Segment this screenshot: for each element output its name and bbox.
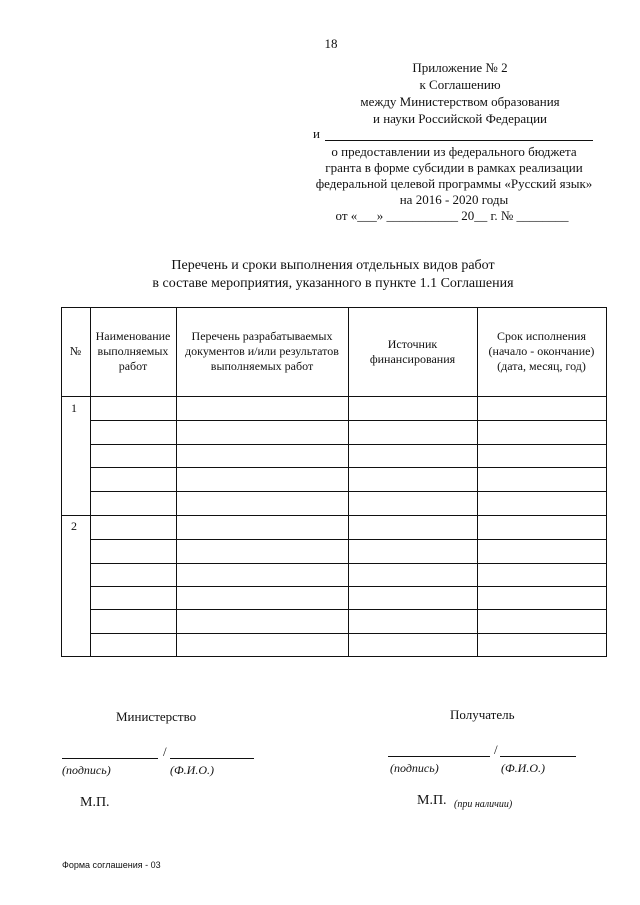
appendix-line: к Соглашению xyxy=(419,77,501,92)
recipient-blank-line xyxy=(325,140,593,141)
page-number: 18 xyxy=(324,36,338,51)
header-funding-source: Источник финансирования xyxy=(369,336,456,366)
appendix-line: федеральной целевой программы «Русский язык» xyxy=(315,176,593,191)
appendix-line: на 2016 - 2020 годы xyxy=(399,192,509,207)
header-deadline: Срок исполнения (начало - окончание) (дата, месяц, год) xyxy=(488,329,595,373)
recipient-label: Получатель xyxy=(450,707,515,722)
ministry-label: Министерство xyxy=(116,709,197,724)
slash: / xyxy=(163,744,167,759)
recipient-signature-line xyxy=(388,756,490,757)
header-documents: Перечень разрабатываемых документов и/или результатов выполняемых работ xyxy=(185,329,339,373)
row-number: 2 xyxy=(71,519,77,533)
appendix-line: гранта в форме субсидии в рамках реализации xyxy=(325,160,583,175)
recipient-stamp-label: М.П. xyxy=(417,793,447,808)
appendix-title: Приложение № 2 xyxy=(412,60,508,75)
appendix-date-line: от «___» ___________ 20__ г. № ________ xyxy=(335,208,569,223)
document-subtitle: в составе мероприятия, указанного в пункте 1.1 Соглашения xyxy=(152,276,514,291)
ministry-signature-line xyxy=(62,758,158,759)
recipient-fio-caption: (Ф.И.О.) xyxy=(501,761,545,775)
works-table xyxy=(61,307,607,657)
row-number: 1 xyxy=(71,401,77,415)
ministry-stamp-label: М.П. xyxy=(80,795,110,810)
recipient-fio-line xyxy=(500,756,576,757)
appendix-line: и науки Российской Федерации xyxy=(372,111,548,126)
appendix-and: и xyxy=(313,126,320,141)
form-footer: Форма соглашения - 03 xyxy=(62,860,161,870)
ministry-fio-line xyxy=(170,758,254,759)
document-title: Перечень и сроки выполнения отдельных видов работ xyxy=(171,258,495,273)
appendix-line: о предоставлении из федерального бюджета xyxy=(331,144,577,159)
slash: / xyxy=(494,742,498,757)
header-work-name: Наименование выполняемых работ xyxy=(95,329,171,373)
recipient-sign-caption: (подпись) xyxy=(390,761,439,775)
ministry-sign-caption: (подпись) xyxy=(62,763,111,777)
header-number: № xyxy=(69,344,82,358)
recipient-stamp-note: (при наличии) xyxy=(454,799,513,810)
appendix-line: между Министерством образования xyxy=(360,94,560,109)
ministry-fio-caption: (Ф.И.О.) xyxy=(170,763,214,777)
